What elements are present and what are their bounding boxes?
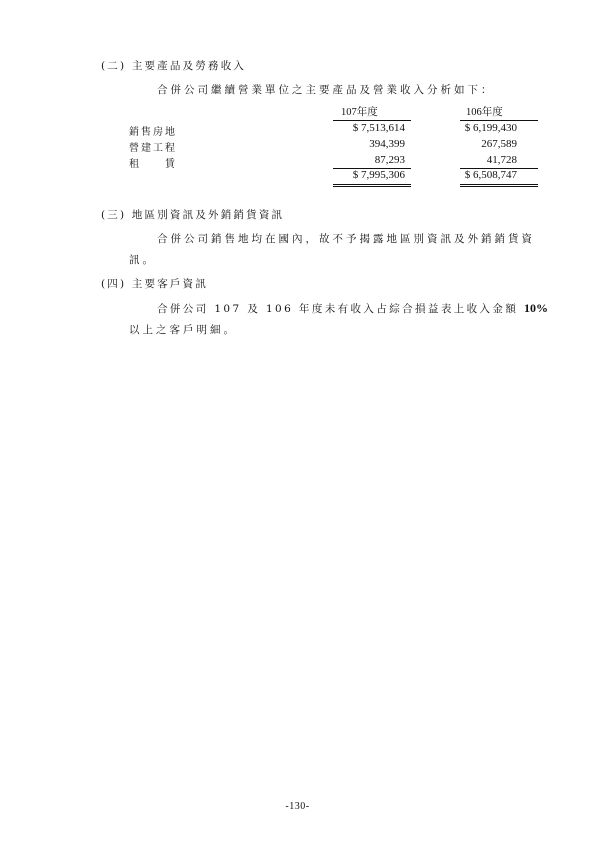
- row-value-107: $ 7,513,614: [352, 122, 405, 134]
- section-3-body-line2: 訊。: [129, 254, 156, 266]
- column-header-107: 107年度: [341, 107, 378, 118]
- section-3-body-line1: 合併公司銷售地均在國內，故不予揭露地區別資訊及外銷銷貨資: [157, 233, 535, 245]
- total-value-107: $ 7,995,306: [352, 169, 405, 181]
- section-4-heading: (四) 主要客戶資訊: [101, 278, 209, 290]
- row-value-107: 87,293: [374, 154, 405, 166]
- row-value-106: $ 6,199,430: [464, 122, 517, 134]
- total-double-rule-107-b: [333, 186, 411, 187]
- total-double-rule-106-b: [460, 186, 538, 187]
- row-label: 營建工程: [129, 143, 177, 154]
- row-label: 銷售房地: [129, 127, 177, 138]
- section-3-heading: (三) 地區別資訊及外銷銷貨資訊: [101, 209, 285, 221]
- section-2-intro: 合併公司繼續營業單位之主要產品及營業收入分析如下：: [157, 84, 495, 96]
- column-header-rule-107: [333, 120, 411, 121]
- column-header-106: 106年度: [466, 107, 503, 118]
- page-number: -130-: [285, 801, 310, 812]
- section-4-body-text: 合併公司 107 及 106 年度未有收入占綜合損益表上收入金額: [157, 303, 519, 315]
- row-value-106: 41,728: [486, 154, 517, 166]
- row-value-106: 267,589: [481, 138, 517, 150]
- column-header-rule-106: [460, 120, 538, 121]
- total-double-rule-107-a: [333, 184, 411, 185]
- row-value-107: 394,399: [369, 138, 405, 150]
- section-4-body-line2: 以上之客戶明細。: [129, 324, 237, 336]
- row-label: 租 賃: [129, 159, 177, 170]
- total-value-106: $ 6,508,747: [464, 169, 517, 181]
- total-double-rule-106-a: [460, 184, 538, 185]
- section-2-heading: (二) 主要產品及勞務收入: [101, 60, 247, 72]
- section-4-body-line1: [157, 301, 548, 316]
- percent-threshold: 10%: [523, 301, 548, 315]
